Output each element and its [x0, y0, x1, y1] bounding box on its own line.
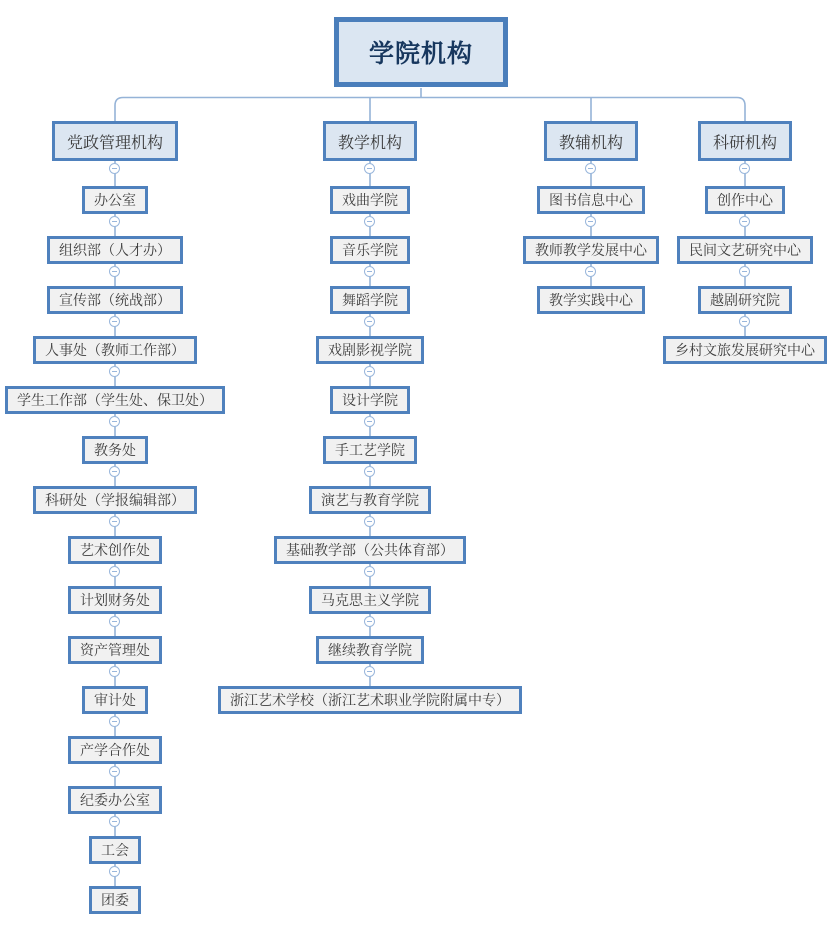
- root-rail-connector: [115, 88, 745, 121]
- org-node[interactable]: 科研处（学报编辑部）: [33, 486, 197, 514]
- org-node[interactable]: 纪委办公室: [68, 786, 162, 814]
- collapse-minus-icon[interactable]: [109, 866, 120, 877]
- collapse-minus-icon[interactable]: [364, 316, 375, 327]
- collapse-minus-icon[interactable]: [364, 616, 375, 627]
- collapse-minus-icon[interactable]: [109, 316, 120, 327]
- collapse-minus-icon[interactable]: [109, 766, 120, 777]
- branch-header-keyan[interactable]: 科研机构: [698, 121, 792, 161]
- org-node[interactable]: 图书信息中心: [537, 186, 645, 214]
- collapse-minus-icon[interactable]: [109, 816, 120, 827]
- branch-header-dangzheng[interactable]: 党政管理机构: [52, 121, 178, 161]
- collapse-minus-icon[interactable]: [109, 716, 120, 727]
- org-node[interactable]: 工会: [89, 836, 141, 864]
- org-node[interactable]: 教务处: [82, 436, 148, 464]
- org-node[interactable]: 马克思主义学院: [309, 586, 431, 614]
- collapse-minus-icon[interactable]: [109, 216, 120, 227]
- org-node[interactable]: 手工艺学院: [323, 436, 417, 464]
- org-node[interactable]: 民间文艺研究中心: [677, 236, 813, 264]
- org-node[interactable]: 产学合作处: [68, 736, 162, 764]
- collapse-minus-icon[interactable]: [364, 416, 375, 427]
- collapse-minus-icon[interactable]: [109, 366, 120, 377]
- org-node[interactable]: 审计处: [82, 686, 148, 714]
- collapse-minus-icon[interactable]: [364, 216, 375, 227]
- collapse-minus-icon[interactable]: [109, 266, 120, 277]
- collapse-minus-icon[interactable]: [364, 666, 375, 677]
- org-node[interactable]: 基础教学部（公共体育部）: [274, 536, 466, 564]
- org-node[interactable]: 戏剧影视学院: [316, 336, 424, 364]
- collapse-minus-icon[interactable]: [739, 163, 750, 174]
- collapse-minus-icon[interactable]: [364, 163, 375, 174]
- collapse-minus-icon[interactable]: [109, 616, 120, 627]
- collapse-minus-icon[interactable]: [739, 266, 750, 277]
- collapse-minus-icon[interactable]: [109, 466, 120, 477]
- org-node[interactable]: 乡村文旅发展研究中心: [663, 336, 827, 364]
- org-node[interactable]: 资产管理处: [68, 636, 162, 664]
- org-node[interactable]: 音乐学院: [330, 236, 410, 264]
- org-node[interactable]: 团委: [89, 886, 141, 914]
- branch-header-jiaofu[interactable]: 教辅机构: [544, 121, 638, 161]
- collapse-minus-icon[interactable]: [739, 216, 750, 227]
- org-node[interactable]: 设计学院: [330, 386, 410, 414]
- org-node[interactable]: 浙江艺术学校（浙江艺术职业学院附属中专）: [218, 686, 522, 714]
- root-node[interactable]: 学院机构: [334, 17, 508, 87]
- collapse-minus-icon[interactable]: [109, 163, 120, 174]
- org-node[interactable]: 继续教育学院: [316, 636, 424, 664]
- collapse-minus-icon[interactable]: [109, 666, 120, 677]
- collapse-minus-icon[interactable]: [109, 566, 120, 577]
- collapse-minus-icon[interactable]: [364, 466, 375, 477]
- collapse-minus-icon[interactable]: [364, 266, 375, 277]
- collapse-minus-icon[interactable]: [585, 266, 596, 277]
- org-node[interactable]: 演艺与教育学院: [309, 486, 431, 514]
- org-node[interactable]: 越剧研究院: [698, 286, 792, 314]
- org-node[interactable]: 舞蹈学院: [330, 286, 410, 314]
- collapse-minus-icon[interactable]: [585, 163, 596, 174]
- collapse-minus-icon[interactable]: [364, 566, 375, 577]
- org-node[interactable]: 教师教学发展中心: [523, 236, 659, 264]
- org-node[interactable]: 创作中心: [705, 186, 785, 214]
- collapse-minus-icon[interactable]: [364, 516, 375, 527]
- org-node[interactable]: 宣传部（统战部）: [47, 286, 183, 314]
- collapse-minus-icon[interactable]: [739, 316, 750, 327]
- org-node[interactable]: 人事处（教师工作部）: [33, 336, 197, 364]
- org-node[interactable]: 学生工作部（学生处、保卫处）: [5, 386, 225, 414]
- tree-connector-lines: [115, 161, 745, 886]
- org-node[interactable]: 戏曲学院: [330, 186, 410, 214]
- branch-header-jiaoxue[interactable]: 教学机构: [323, 121, 417, 161]
- collapse-minus-icon[interactable]: [364, 366, 375, 377]
- org-node[interactable]: 艺术创作处: [68, 536, 162, 564]
- collapse-minus-icon[interactable]: [585, 216, 596, 227]
- collapse-minus-icon[interactable]: [109, 416, 120, 427]
- org-node[interactable]: 教学实践中心: [537, 286, 645, 314]
- org-node[interactable]: 计划财务处: [68, 586, 162, 614]
- collapse-minus-icon[interactable]: [109, 516, 120, 527]
- org-node[interactable]: 组织部（人才办）: [47, 236, 183, 264]
- org-node[interactable]: 办公室: [82, 186, 148, 214]
